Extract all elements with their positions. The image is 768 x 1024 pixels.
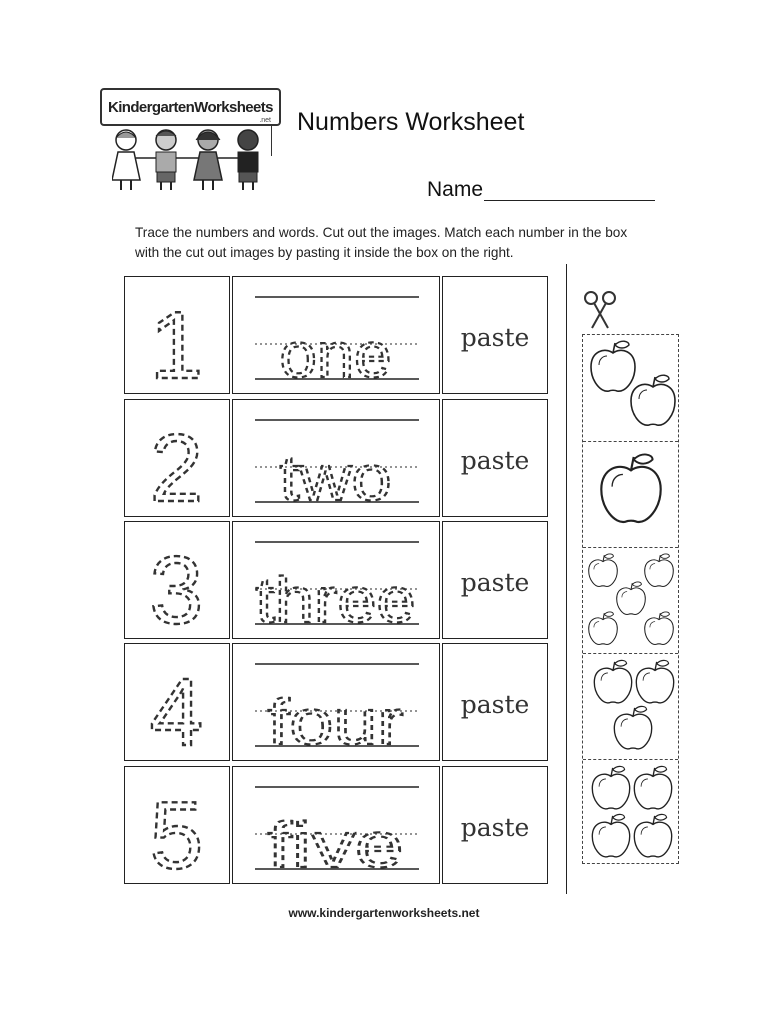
word-trace-cell-4: [232, 643, 440, 761]
traceable-word: five: [267, 809, 404, 881]
kids-illustration: [112, 126, 272, 194]
apple-icon: [591, 341, 635, 391]
paste-box-1: [442, 276, 548, 394]
apple-icon: [634, 814, 671, 857]
apple-group: [583, 760, 677, 866]
word-trace-cell-5: [232, 766, 440, 884]
footer-url: www.kindergartenworksheets.net: [288, 906, 480, 920]
numeral-text: 1: [149, 292, 204, 392]
apple-icon: [589, 612, 618, 645]
paste-box-2: [442, 399, 548, 517]
cutout-box-3: [583, 547, 678, 653]
numeral-text: 5: [149, 782, 204, 882]
numeral-cell-1: [124, 276, 230, 394]
numeral-text: 2: [149, 415, 204, 515]
apple-icon: [631, 375, 675, 425]
word-trace-cell-3: [232, 521, 440, 639]
numeral-cell-3: [124, 521, 230, 639]
numeral-cell-5: [124, 766, 230, 884]
apple-icon: [592, 814, 629, 857]
apple-group: [583, 654, 677, 760]
name-write-line: [484, 200, 655, 201]
paste-label: paste: [460, 690, 530, 719]
apple-icon: [617, 582, 646, 615]
traceable-numeral: [125, 767, 228, 882]
handwriting-lines: [233, 644, 438, 759]
numeral-text: 3: [149, 537, 204, 637]
traceable-numeral: [125, 644, 228, 759]
cutout-box-1: [583, 335, 678, 441]
handwriting-lines: [233, 400, 438, 515]
worksheet-title: Numbers Worksheet: [297, 108, 525, 136]
cutout-strip: [582, 334, 679, 864]
apple-icon: [589, 554, 618, 587]
apple-icon: [614, 706, 651, 749]
apple-icon: [592, 766, 629, 809]
apple-group: [583, 442, 677, 548]
traceable-numeral: [125, 400, 228, 515]
apple-icon: [634, 766, 671, 809]
traceable-numeral: [125, 522, 228, 637]
paste-label: paste: [460, 446, 530, 475]
numeral-cell-2: [124, 399, 230, 517]
traceable-numeral: [125, 277, 228, 392]
apple-group: [583, 335, 677, 441]
handwriting-lines: [233, 767, 438, 882]
apple-icon: [594, 660, 631, 703]
logo-suffix: .net: [259, 117, 271, 124]
apple-icon: [636, 660, 673, 703]
word-trace-cell-2: [232, 399, 440, 517]
apple-icon: [601, 454, 660, 522]
apple-icon: [645, 554, 674, 587]
logo-text-part-2: Worksheets: [194, 99, 273, 116]
apple-group: [583, 548, 677, 654]
handwriting-lines: [233, 522, 438, 637]
scissors-icon: [582, 290, 622, 330]
paste-label: paste: [460, 568, 530, 597]
logo-text-part-1: Kindergarten: [108, 99, 195, 116]
paste-label: paste: [460, 813, 530, 842]
traceable-word: four: [267, 686, 404, 758]
word-trace-cell-1: [232, 276, 440, 394]
cutout-box-2: [583, 441, 678, 547]
traceable-word: two: [279, 442, 392, 514]
paste-box-3: [442, 521, 548, 639]
traceable-word: three: [255, 564, 416, 636]
cutout-box-5: [583, 759, 678, 865]
name-label: Name: [427, 178, 484, 201]
numeral-cell-4: [124, 643, 230, 761]
paste-label: paste: [460, 323, 530, 352]
numeral-text: 4: [149, 659, 204, 759]
handwriting-lines: [233, 277, 438, 392]
site-logo: [100, 88, 285, 198]
traceable-word: one: [279, 319, 392, 391]
logo-banner: [100, 88, 281, 126]
cutout-box-4: [583, 653, 678, 759]
apple-icon: [645, 612, 674, 645]
logo-text: [108, 99, 273, 116]
paste-box-5: [442, 766, 548, 884]
paste-box-4: [442, 643, 548, 761]
cut-divider-line: [566, 264, 567, 894]
instructions: Trace the numbers and words. Cut out the images. Match each number in the box with the cut out images by pasting it inside the box on the right.: [135, 225, 628, 260]
